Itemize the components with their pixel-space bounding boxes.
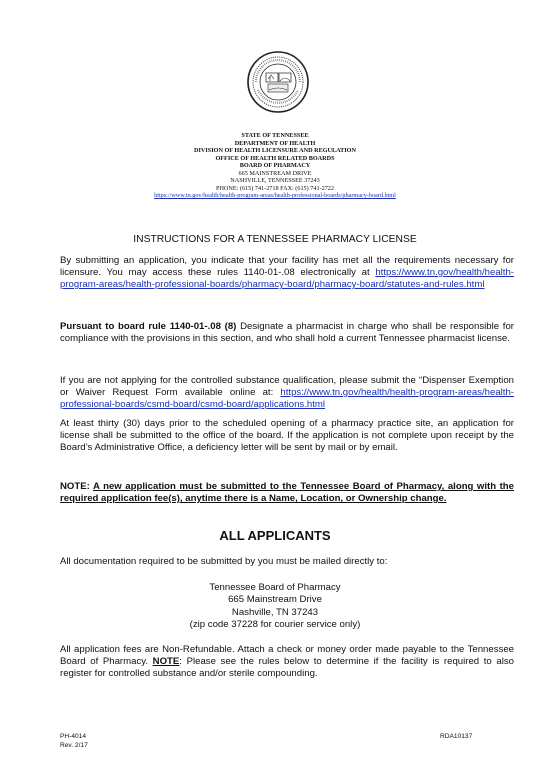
- note-text: A new application must be submitted to the Tennessee Board of Pharmacy, along with the required application fee(s), anytime there is a Name, Location, or Ownership change.: [60, 481, 514, 504]
- paragraph-fees-text-2: : Please see the rules below to determine if the facility is required to also register for controlled substance and/or sterile compounding.: [60, 656, 514, 679]
- board-website-link[interactable]: https://www.tn.gov/health/health-program-areas/health-professional-boards/pharmacy-board.html: [154, 192, 396, 199]
- address-line-4: (zip code 37228 for courier service only): [189, 619, 361, 631]
- paragraph-fees: [60, 644, 514, 680]
- paragraph-controlled-substance: [60, 375, 514, 411]
- rda-number: RDA10137: [440, 733, 473, 740]
- address-line-1: Tennessee Board of Pharmacy: [209, 582, 341, 593]
- header-state: STATE OF TENNESSEE: [241, 132, 309, 139]
- address-line-2: 665 Mainstream Drive: [228, 594, 322, 606]
- address-line-3: Nashville, TN 37243: [231, 606, 319, 618]
- note-paragraph: NOTE: A new application must be submitted to the Tennessee Board of Pharmacy, along with the required application fee(s), anytime there is a Name, Location, or Ownership change.: [60, 481, 514, 504]
- mailing-address: [0, 582, 550, 632]
- paragraph-fees-text-1: All application fees are Non-Refundable. Attach a check or money order made payable to the Tennessee Board of Pharmacy.: [60, 644, 514, 667]
- fees-note-label: NOTE: [152, 656, 180, 667]
- paragraph-pic-text: Designate a pharmacist in charge who shall be responsible for compliance with the provisions in this section, and who shall hold a current Tennessee pharmacist license.: [60, 321, 514, 344]
- state-seal-icon: [246, 50, 310, 114]
- header-division: DIVISION OF HEALTH LICENSURE AND REGULATION: [194, 147, 356, 154]
- csmd-applications-link[interactable]: https://www.tn.gov/health/health-program-areas/health-professional-boards/csmd-board/csmd-board/applications.html: [60, 387, 514, 410]
- rules-link[interactable]: https://www.tn.gov/health/health-program-areas/health-professional-boards/pharmacy-board/pharmacy-board/statutes-and-rules.html: [60, 267, 514, 290]
- paragraph-mailing: All documentation required to be submitted by you must be mailed directly to:: [60, 556, 388, 567]
- paragraph-controlled-substance-text: If you are not applying for the controlled substance qualification, please submit the “Dispenser Exemption or Waiver Request Form available online at:: [60, 375, 514, 398]
- letterhead: [0, 132, 550, 200]
- note-label: NOTE: [60, 481, 87, 492]
- header-department: DEPARTMENT OF HEALTH: [234, 139, 316, 147]
- paragraph-rules: [60, 255, 514, 291]
- header-office: OFFICE OF HEALTH RELATED BOARDS: [215, 154, 335, 162]
- header-phone: PHONE: (615) 741-2718 FAX: (615) 741-2722: [216, 184, 334, 192]
- footer-left: [60, 732, 88, 750]
- board-rule-reference: Pursuant to board rule 1140-01-.08 (8): [60, 321, 237, 332]
- section-heading: ALL APPLICANTS: [219, 528, 331, 543]
- paragraph-pic: [60, 321, 514, 345]
- paragraph-rules-text: By submitting an application, you indicate that your facility has met all the requirements necessary for licensure. You may access these rules 1140-01-.08 electronically at: [60, 255, 514, 278]
- paragraph-timing: At least thirty (30) days prior to the scheduled opening of a pharmacy practice site, an application for license shall be submitted to the office of the board. If the application is not complete upon receipt by the Board’s Administrative Office, a deficiency letter will be sent by mail or by email.: [60, 418, 514, 453]
- header-board: BOARD OF PHARMACY: [239, 162, 311, 169]
- revision-date: Rev. 2/17: [60, 742, 88, 749]
- page-title: INSTRUCTIONS FOR A TENNESSEE PHARMACY LICENSE: [133, 234, 417, 245]
- form-number: PH-4014: [60, 733, 87, 740]
- header-street: 665 MAINSTREAM DRIVE: [238, 169, 312, 177]
- header-city: NASHVILLE, TENNESSEE 37243: [230, 177, 320, 184]
